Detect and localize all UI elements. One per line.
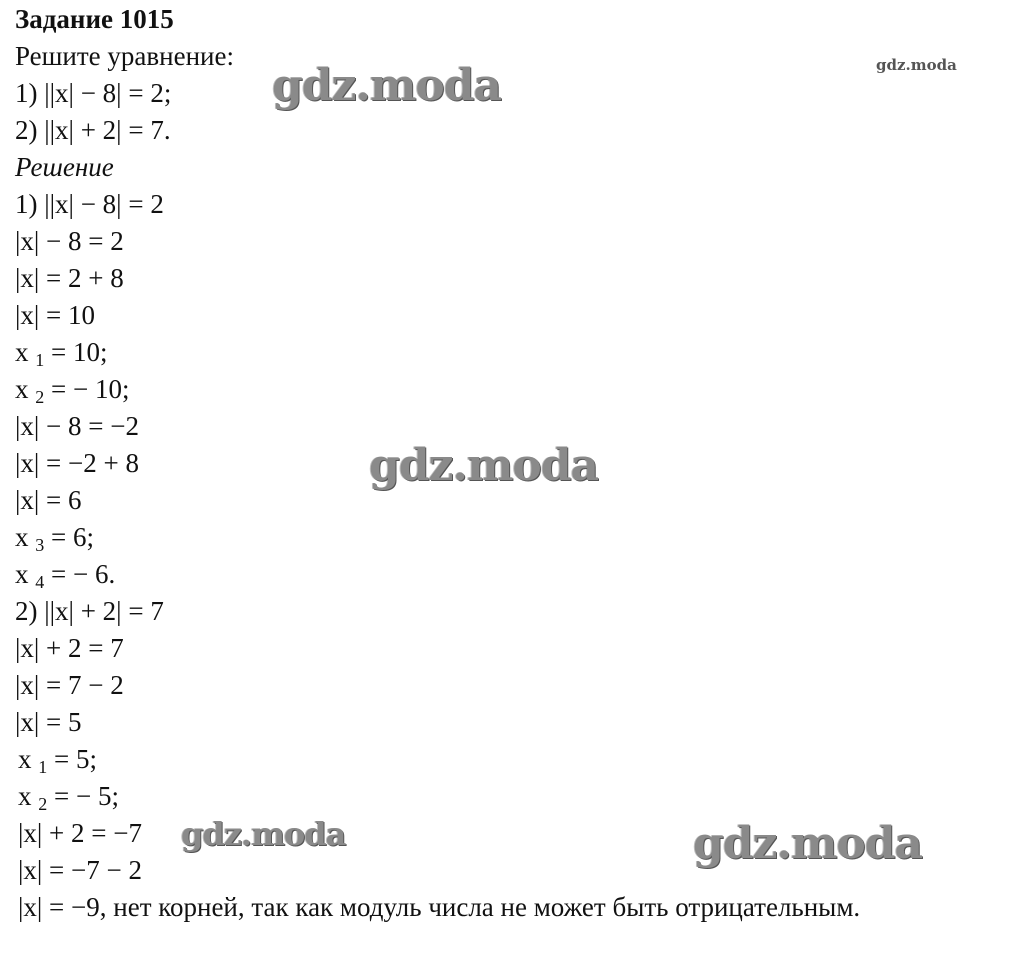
task-title: Задание 1015 — [15, 4, 174, 34]
root-var: x — [15, 522, 29, 552]
part2-header: 2) ||x| + 2| = 7 — [15, 596, 164, 626]
watermark-logo: gdz.moda — [181, 815, 346, 853]
root-x3 — [15, 519, 1015, 556]
part2-step: |x| + 2 = 7 — [15, 633, 124, 663]
part1-step: |x| = 6 — [15, 485, 82, 515]
part1-header: 1) ||x| − 8| = 2 — [15, 189, 164, 219]
root-x1 — [15, 741, 1015, 778]
watermark-logo: gdz.moda — [876, 56, 957, 74]
root-value: = 5; — [47, 744, 97, 774]
watermark-logo: gdz.moda — [693, 818, 923, 869]
root-value: = − 5; — [47, 781, 119, 811]
part1-step: |x| = −2 + 8 — [15, 448, 139, 478]
root-var: x — [18, 781, 32, 811]
root-value: = 10; — [44, 337, 108, 367]
root-value: = 6; — [44, 522, 94, 552]
root-value: = − 10; — [44, 374, 130, 404]
root-x4 — [15, 556, 1015, 593]
part2-step: |x| = 7 − 2 — [15, 670, 124, 700]
root-x2 — [15, 778, 1015, 815]
part2-conclusion: |x| = −9, нет корней, так как модуль числа не может быть отрицательным. — [18, 892, 861, 922]
part2-step: |x| = 5 — [15, 707, 82, 737]
root-subscript: 1 — [38, 757, 48, 777]
root-subscript: 2 — [38, 794, 48, 814]
root-var: x — [15, 559, 29, 589]
part1-step: |x| − 8 = −2 — [15, 411, 139, 441]
part1-step: |x| = 10 — [15, 300, 96, 330]
task-item-2: 2) ||x| + 2| = 7. — [15, 115, 171, 145]
root-var: x — [15, 337, 29, 367]
watermark-logo: gdz.moda — [272, 60, 502, 111]
root-x2 — [15, 371, 1015, 408]
task-item-1: 1) ||x| − 8| = 2; — [15, 78, 172, 108]
root-x1 — [15, 334, 1015, 371]
solution-label: Решение — [15, 152, 114, 182]
part2-step: |x| + 2 = −7 — [18, 818, 142, 848]
root-subscript: 4 — [35, 572, 45, 592]
root-subscript: 3 — [35, 535, 45, 555]
root-value: = − 6. — [44, 559, 116, 589]
root-subscript: 1 — [35, 350, 45, 370]
part1-step: |x| = 2 + 8 — [15, 263, 124, 293]
root-var: x — [18, 744, 32, 774]
part1-step: |x| − 8 = 2 — [15, 226, 124, 256]
root-subscript: 2 — [35, 387, 45, 407]
part2-step: |x| = −7 − 2 — [18, 855, 142, 885]
root-var: x — [15, 374, 29, 404]
watermark-logo: gdz.moda — [369, 440, 599, 491]
task-prompt: Решите уравнение: — [15, 41, 234, 71]
